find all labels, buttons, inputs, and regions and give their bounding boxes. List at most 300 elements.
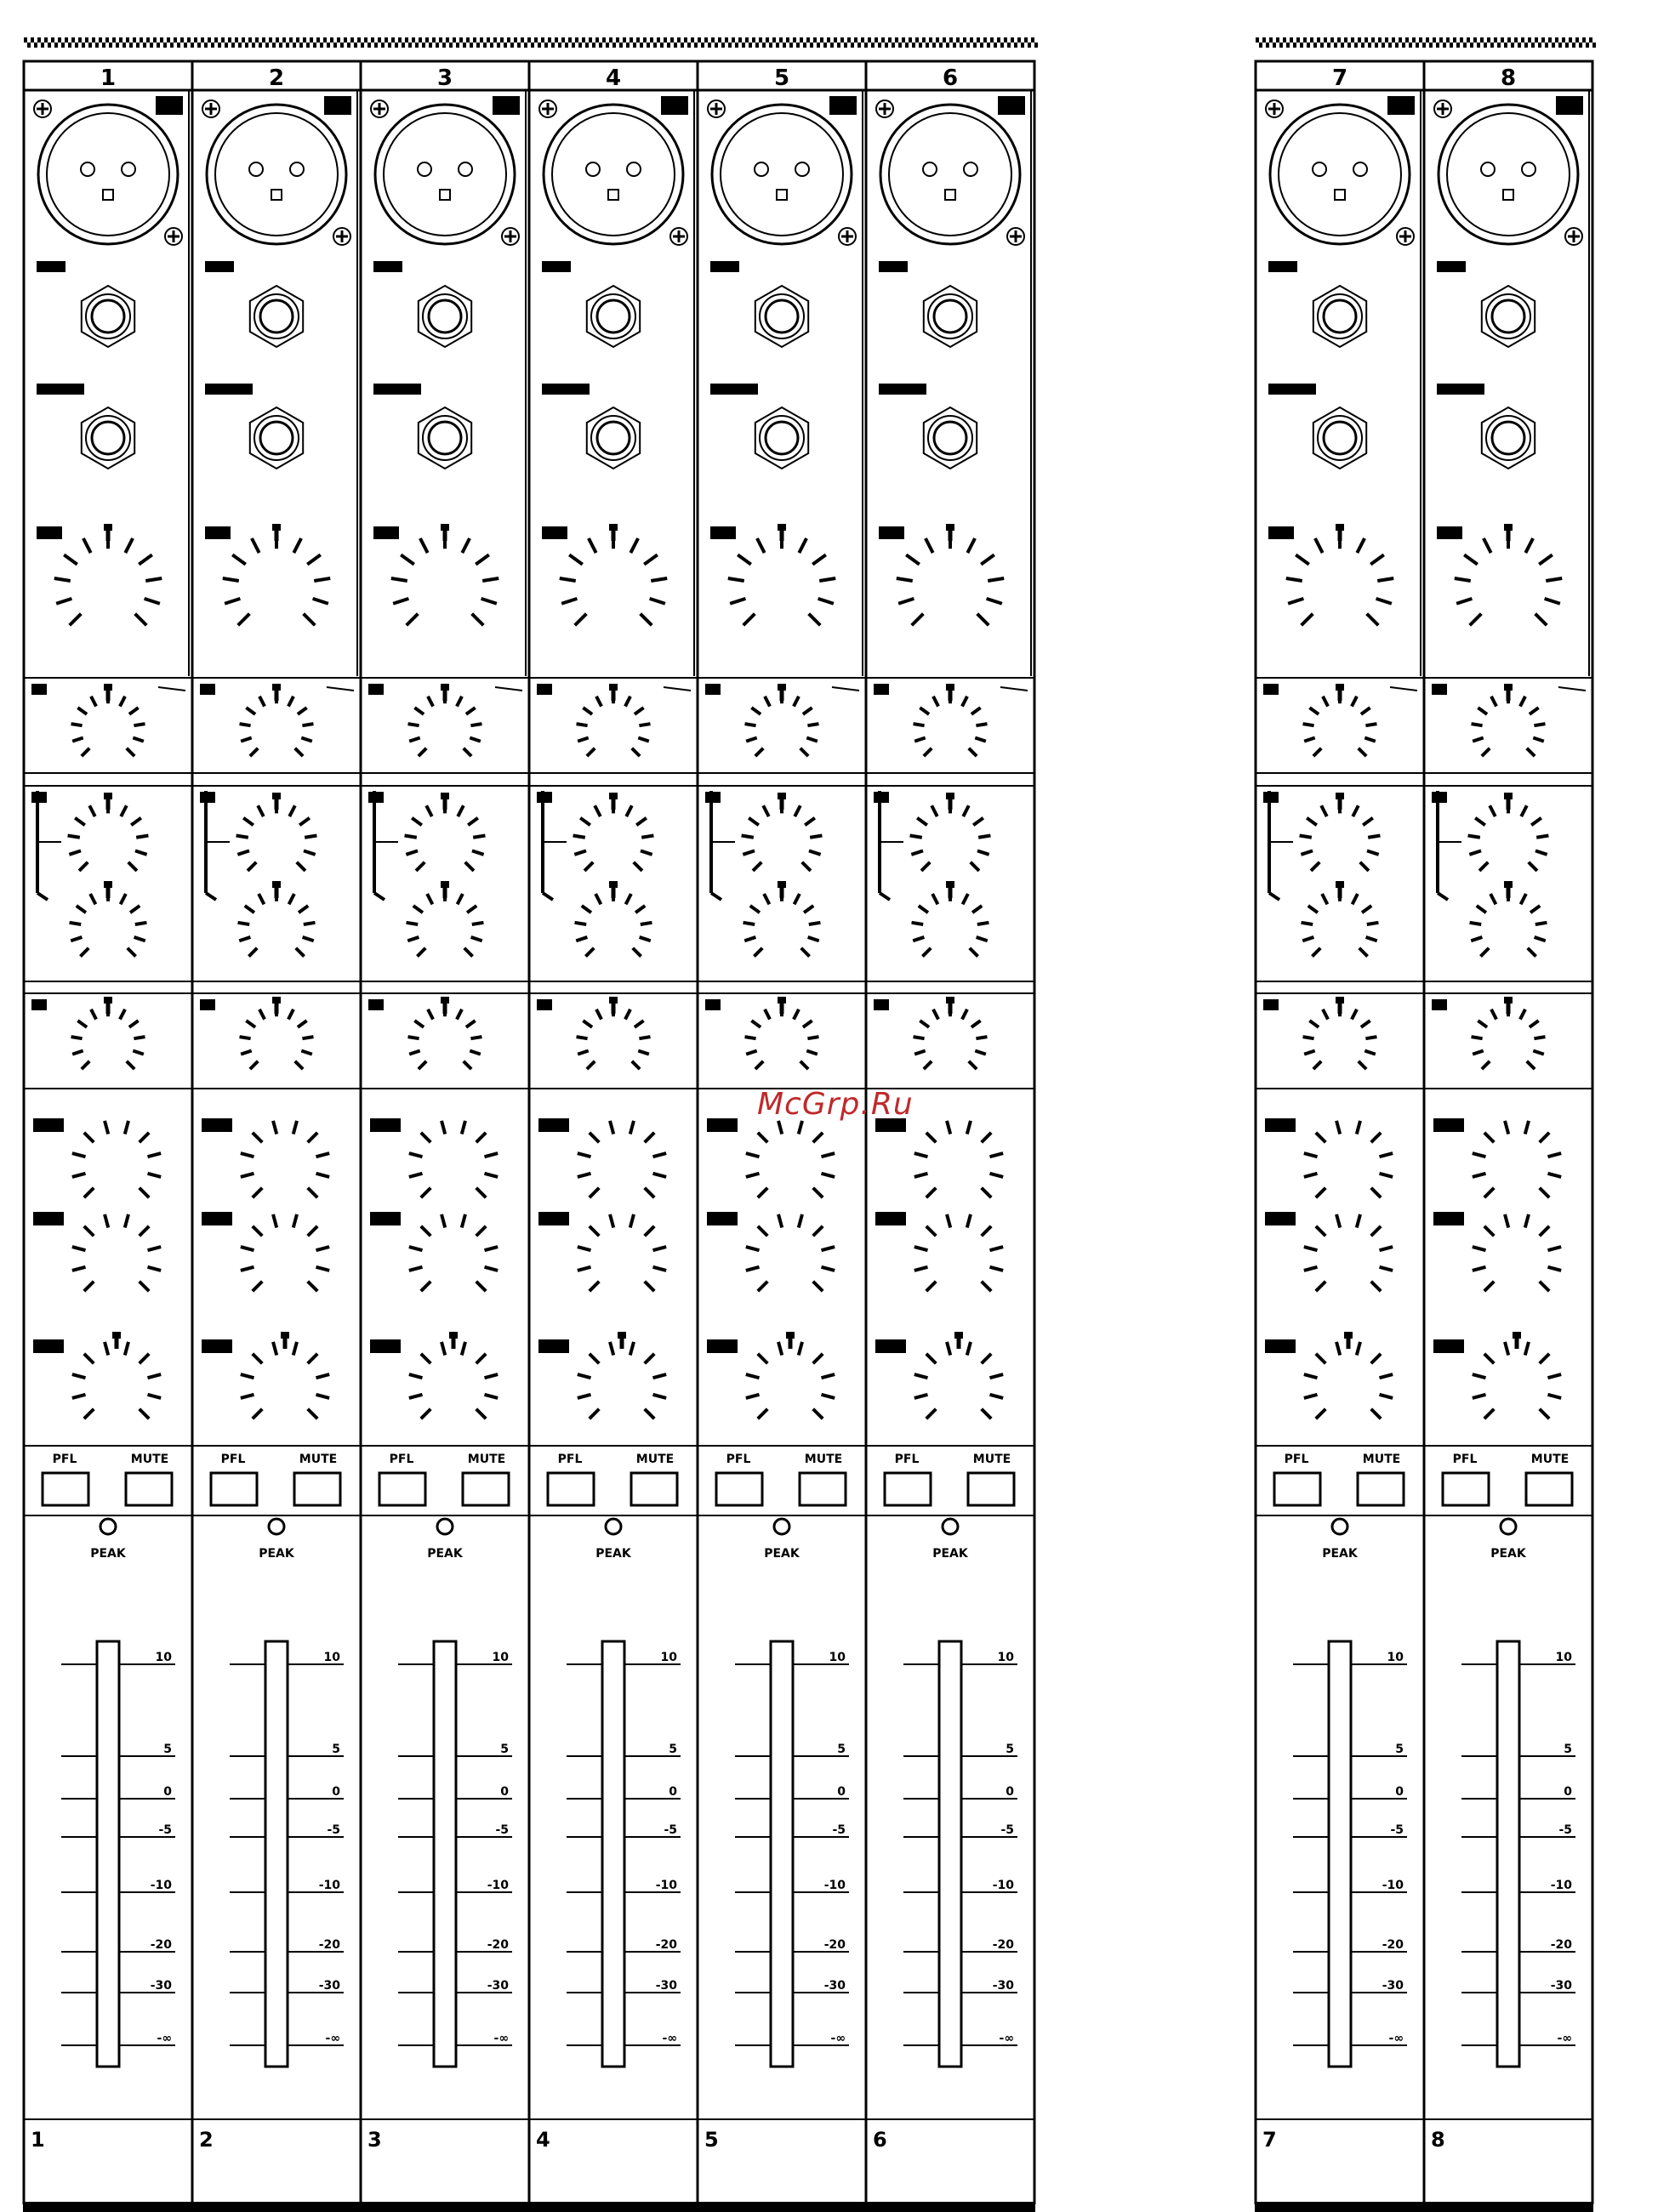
trim-dot <box>783 43 786 48</box>
aux-knob-1[interactable] <box>1304 1121 1393 1197</box>
trim-dot <box>412 37 415 43</box>
line-input-jack[interactable] <box>1313 286 1366 347</box>
trim-dot <box>1266 43 1269 48</box>
trim-dot <box>1562 37 1565 43</box>
aux-knob-2[interactable] <box>241 1214 329 1291</box>
knob-tick <box>485 1153 499 1157</box>
trim-dot <box>1330 37 1334 43</box>
knob-tick <box>758 1226 767 1236</box>
peak-led <box>943 1519 958 1534</box>
knob-tick <box>241 738 252 742</box>
fader-scale-label: -5 <box>664 1823 677 1837</box>
eq-detail <box>664 687 691 691</box>
trim-dot <box>568 37 572 43</box>
fader-frame <box>192 1515 361 2119</box>
trim-dot <box>551 43 555 48</box>
trim-dot <box>282 37 286 43</box>
knob-tick <box>1361 1021 1370 1027</box>
eq-hmf-freq-knob[interactable] <box>1468 793 1549 871</box>
insert-jack[interactable] <box>82 407 134 469</box>
trim-dot <box>514 37 517 43</box>
mute-button[interactable] <box>294 1473 340 1505</box>
mute-button[interactable] <box>1526 1473 1572 1505</box>
trim-dot <box>1467 37 1470 43</box>
knob-tick <box>758 1133 767 1142</box>
trim-dot <box>473 37 476 43</box>
trim-dot <box>78 37 82 43</box>
trim-dot <box>415 43 419 48</box>
line-input-jack[interactable] <box>587 286 640 347</box>
mute-button[interactable] <box>126 1473 172 1505</box>
trim-dot <box>1364 37 1368 43</box>
line-input-jack[interactable] <box>924 286 977 347</box>
trim-dot <box>408 43 412 48</box>
eq-lmf-gain-knob[interactable] <box>575 881 652 957</box>
eq-lf-knob[interactable] <box>240 997 314 1069</box>
eq-hmf-freq-knob[interactable] <box>68 793 149 871</box>
knob-tick <box>298 1021 307 1027</box>
pfl-label: PFL <box>220 1453 246 1466</box>
gain-knob[interactable] <box>897 524 1004 625</box>
mute-button[interactable] <box>1358 1473 1404 1505</box>
knob-tick <box>304 850 316 854</box>
knob-tick <box>427 894 432 904</box>
insert-label-block <box>374 384 420 394</box>
trim-dot <box>881 37 885 43</box>
fader-scale-label: -∞ <box>1388 2032 1404 2045</box>
knob-tick <box>636 818 647 825</box>
eq-mid-section <box>24 786 192 981</box>
line-input-jack[interactable] <box>1482 286 1535 347</box>
knob-tick <box>472 614 484 626</box>
knob-tick <box>241 1051 252 1055</box>
knob-tick <box>77 1021 87 1027</box>
eq-hf-knob[interactable] <box>1303 684 1377 756</box>
eq-hf-knob[interactable] <box>1472 684 1546 756</box>
trim-dot <box>1382 43 1385 48</box>
trim-dot <box>357 37 361 43</box>
fader-track[interactable] <box>1329 1641 1351 2067</box>
knob-tick <box>799 1214 802 1228</box>
trim-dot <box>1402 43 1405 48</box>
knob-tick <box>990 1153 1004 1157</box>
aux-knob-1[interactable] <box>409 1121 498 1197</box>
trim-dot <box>1399 37 1402 43</box>
pfl-button[interactable] <box>548 1473 594 1505</box>
aux-knob-1[interactable] <box>1473 1121 1561 1197</box>
aux-section <box>866 1089 1034 1446</box>
jack-socket <box>260 422 293 454</box>
aux-knob-3[interactable] <box>72 1332 161 1419</box>
fader-frame <box>866 1515 1034 2119</box>
button-section <box>698 1446 866 1515</box>
aux-knob-2[interactable] <box>409 1214 498 1291</box>
insert-jack[interactable] <box>755 407 808 469</box>
aux-knob-2[interactable] <box>1304 1214 1393 1291</box>
knob-tick <box>635 906 645 913</box>
eq-hf-knob[interactable] <box>577 684 651 756</box>
trim-dot <box>840 37 844 43</box>
eq-mid-bracket <box>1438 893 1448 900</box>
trim-dot <box>817 43 820 48</box>
trim-dot <box>58 37 61 43</box>
trim-dot <box>88 43 92 48</box>
fader-scale-label: 0 <box>1564 1785 1572 1799</box>
trim-dot <box>378 37 381 43</box>
knob-pointer-cap <box>272 793 281 799</box>
trim-dot <box>1378 37 1382 43</box>
knob-tick <box>625 697 630 707</box>
knob-tick <box>64 554 77 564</box>
eq-lf-section <box>1424 993 1592 1089</box>
xlr-outer[interactable] <box>1439 105 1578 244</box>
knob-tick <box>133 738 144 742</box>
scribble-strip <box>192 2119 361 2203</box>
aux-knob-1[interactable] <box>578 1121 666 1197</box>
trim-dot <box>599 43 602 48</box>
knob-tick <box>303 937 314 941</box>
fader-track[interactable] <box>602 1641 624 2067</box>
trim-dot <box>167 37 170 43</box>
knob-tick <box>1364 1051 1376 1055</box>
trim-dot <box>538 43 541 48</box>
fader-frame <box>1424 1515 1592 2119</box>
trim-dot <box>1000 43 1004 48</box>
pfl-button[interactable] <box>1443 1473 1489 1505</box>
aux-knob-2[interactable] <box>914 1214 1003 1291</box>
trim-dot <box>732 37 735 43</box>
knob-tick <box>763 805 769 816</box>
insert-jack[interactable] <box>1482 407 1535 469</box>
trim-dot <box>912 43 915 48</box>
gain-knob[interactable] <box>391 524 499 625</box>
knob-tick <box>804 906 813 913</box>
eq-hmf-freq-knob[interactable] <box>1300 793 1381 871</box>
aux-knob-2[interactable] <box>578 1214 666 1291</box>
knob-tick <box>241 1247 254 1250</box>
knob-tick <box>914 1374 928 1378</box>
trim-dot <box>174 37 177 43</box>
channel-number: 1 <box>100 65 117 91</box>
aux-knob-1[interactable] <box>241 1121 329 1197</box>
trim-dot <box>453 37 456 43</box>
trim-dot <box>306 43 310 48</box>
trim-dot <box>1293 43 1296 48</box>
eq-lf-knob[interactable] <box>408 997 482 1069</box>
line-input-jack[interactable] <box>250 286 303 347</box>
trim-dot <box>769 43 772 48</box>
mute-button[interactable] <box>800 1473 846 1505</box>
trim-dot <box>1589 37 1592 43</box>
aux-knob-3[interactable] <box>1473 1332 1561 1419</box>
pfl-button[interactable] <box>1274 1473 1320 1505</box>
insert-jack[interactable] <box>250 407 303 469</box>
trim-dot <box>344 37 347 43</box>
xlr-pin <box>81 162 94 176</box>
knob-tick <box>84 1188 94 1197</box>
line-label-block <box>543 262 570 271</box>
peak-led <box>1332 1519 1347 1534</box>
eq-lf-knob[interactable] <box>1472 997 1546 1069</box>
insert-jack[interactable] <box>1313 407 1366 469</box>
aux-knob-3[interactable] <box>1304 1332 1393 1419</box>
knob-tick <box>1359 1061 1366 1069</box>
knob-pointer-cap <box>609 793 618 799</box>
trim-dot <box>65 37 68 43</box>
eq-lmf-gain-knob[interactable] <box>912 881 989 957</box>
knob-pointer-cap <box>1504 793 1513 799</box>
knob-tick <box>89 805 95 816</box>
insert-jack[interactable] <box>587 407 640 469</box>
eq-lmf-gain-knob[interactable] <box>1302 881 1379 957</box>
mute-button[interactable] <box>968 1473 1014 1505</box>
knob-tick <box>1359 948 1368 957</box>
fader-scale-label: 10 <box>1555 1651 1572 1664</box>
fader-scale-label: -∞ <box>493 2032 509 2045</box>
top-edge-trim <box>1256 37 1596 48</box>
knob-tick <box>289 805 295 816</box>
knob-tick <box>746 1374 760 1378</box>
fader-track[interactable] <box>265 1641 288 2067</box>
trim-dot <box>1375 43 1378 48</box>
fader-scale-label: -30 <box>655 1979 677 1993</box>
line-input-jack[interactable] <box>82 286 134 347</box>
aux-frame <box>1256 1089 1424 1446</box>
fader-track[interactable] <box>97 1641 119 2067</box>
knob-tick <box>1363 818 1373 825</box>
pfl-button[interactable] <box>379 1473 425 1505</box>
knob-tick <box>640 937 651 941</box>
trim-dot <box>150 43 153 48</box>
trim-dot <box>1351 37 1354 43</box>
aux-knob-3[interactable] <box>409 1332 498 1419</box>
gain-knob[interactable] <box>1286 524 1393 625</box>
trim-dot <box>1276 37 1279 43</box>
aux-knob-1[interactable] <box>914 1121 1003 1197</box>
mute-button[interactable] <box>631 1473 677 1505</box>
jack-socket <box>766 300 798 333</box>
knob-tick <box>822 1174 835 1177</box>
eq-lmf-gain-knob[interactable] <box>1470 881 1547 957</box>
knob-tick <box>1309 1021 1319 1027</box>
aux-knob-2[interactable] <box>1473 1214 1561 1291</box>
knob-tick <box>409 1051 420 1055</box>
fader-scale-label: 10 <box>829 1651 846 1664</box>
fader-frame <box>698 1515 866 2119</box>
eq-lmf-gain-knob[interactable] <box>238 881 316 957</box>
gain-knob[interactable] <box>223 524 330 625</box>
trim-dot <box>1024 37 1028 43</box>
eq-mid-bracket <box>1269 893 1279 900</box>
channel-strip-7 <box>1256 61 1424 2204</box>
trim-dot <box>626 43 630 48</box>
fader-track[interactable] <box>434 1641 456 2067</box>
knob-tick <box>485 1174 499 1177</box>
trim-dot <box>367 43 371 48</box>
fader-track[interactable] <box>1497 1641 1519 2067</box>
trim-dot <box>919 43 922 48</box>
trim-dot <box>1565 43 1569 48</box>
knob-tick <box>596 1009 601 1020</box>
knob-tick <box>967 538 975 553</box>
trim-dot <box>681 43 684 48</box>
xlr-outer[interactable] <box>712 105 852 244</box>
knob-tick <box>259 697 265 707</box>
trim-dot <box>820 37 823 43</box>
aux-knob-1[interactable] <box>746 1121 835 1197</box>
insert-jack[interactable] <box>924 407 977 469</box>
fader-track[interactable] <box>939 1641 961 2067</box>
trim-dot <box>946 43 949 48</box>
knob-tick <box>457 697 462 707</box>
knob-tick <box>1527 748 1535 756</box>
knob-tick <box>755 748 763 756</box>
aux-knob-2[interactable] <box>72 1214 161 1291</box>
eq-hf-knob[interactable] <box>745 684 819 756</box>
knob-tick <box>778 1342 782 1356</box>
eq-lf-knob[interactable] <box>745 997 819 1069</box>
knob-tick <box>653 1374 667 1378</box>
eq-label-block <box>1264 685 1278 694</box>
eq-lmf-gain-knob[interactable] <box>743 881 821 957</box>
xlr-outer[interactable] <box>375 105 515 244</box>
trim-dot <box>1443 43 1446 48</box>
xlr-outer[interactable] <box>880 105 1020 244</box>
knob-tick <box>125 1121 128 1134</box>
eq-hf-knob[interactable] <box>914 684 988 756</box>
fader-scale-label: -20 <box>1382 1938 1404 1952</box>
trim-dot <box>1017 37 1021 43</box>
knob-tick <box>638 738 649 742</box>
jack-socket <box>766 422 798 454</box>
jack-socket <box>934 422 966 454</box>
eq-label-block <box>32 1000 46 1009</box>
knob-tick <box>308 1282 317 1291</box>
gain-knob[interactable] <box>560 524 667 625</box>
aux-knob-2[interactable] <box>746 1214 835 1291</box>
aux-frame <box>192 1089 361 1446</box>
eq-lf-knob[interactable] <box>71 997 145 1069</box>
aux-knob-3[interactable] <box>914 1332 1003 1419</box>
trim-dot <box>677 37 681 43</box>
eq-lmf-gain-knob[interactable] <box>407 881 484 957</box>
eq-hmf-freq-knob[interactable] <box>236 793 317 871</box>
mute-label: MUTE <box>635 1453 675 1466</box>
xlr-outer[interactable] <box>544 105 683 244</box>
knob-tick <box>1336 1214 1340 1228</box>
xlr-outer[interactable] <box>1270 105 1410 244</box>
trim-dot <box>1262 37 1266 43</box>
knob-tick <box>920 1021 929 1027</box>
knob-tick <box>653 1395 667 1398</box>
knob-tick <box>1357 1121 1360 1134</box>
trim-dot <box>708 43 711 48</box>
knob-tick <box>653 1247 667 1250</box>
peak-label: PEAK <box>259 1547 294 1561</box>
eq-mid-section <box>192 786 361 981</box>
pfl-button[interactable] <box>211 1473 257 1505</box>
knob-tick <box>1471 937 1482 941</box>
eq-lmf-gain-knob[interactable] <box>70 881 147 957</box>
trim-dot <box>878 43 881 48</box>
pfl-button[interactable] <box>885 1473 931 1505</box>
line-input-jack[interactable] <box>755 286 808 347</box>
eq-lf-section <box>192 993 361 1089</box>
channel-number: 2 <box>268 65 285 91</box>
trim-dot <box>1579 43 1582 48</box>
eq-label-block <box>201 685 214 694</box>
trim-dot <box>1344 37 1347 43</box>
knob-tick <box>982 1188 991 1197</box>
fader-track[interactable] <box>771 1641 793 2067</box>
knob-tick <box>458 805 464 816</box>
peak-label: PEAK <box>1322 1547 1358 1561</box>
eq-hf-knob[interactable] <box>240 684 314 756</box>
eq-hmf-freq-knob[interactable] <box>742 793 823 871</box>
trim-dot <box>507 37 510 43</box>
aux-knob-3[interactable] <box>241 1332 329 1419</box>
aux-knob-1[interactable] <box>72 1121 161 1197</box>
line-input-jack[interactable] <box>419 286 471 347</box>
fader-section <box>698 1515 866 2119</box>
pfl-button[interactable] <box>43 1473 88 1505</box>
xlr-outer[interactable] <box>38 105 178 244</box>
scribble-frame <box>698 2119 866 2203</box>
channel-number: 4 <box>605 65 622 91</box>
eq-mid-bracket <box>543 893 553 900</box>
trim-dot <box>337 37 340 43</box>
knob-tick <box>610 1214 613 1228</box>
eq-lf-knob[interactable] <box>1303 997 1377 1069</box>
mute-button[interactable] <box>463 1473 509 1505</box>
knob-tick <box>639 724 650 725</box>
knob-tick <box>1548 1267 1562 1271</box>
pfl-button[interactable] <box>716 1473 762 1505</box>
gain-knob[interactable] <box>54 524 162 625</box>
trim-dot <box>664 37 667 43</box>
eq-hmf-freq-knob[interactable] <box>405 793 486 871</box>
trim-dot <box>1286 43 1290 48</box>
fader-scale-label: 10 <box>323 1651 340 1664</box>
insert-jack[interactable] <box>419 407 471 469</box>
trim-dot <box>504 43 507 48</box>
trim-dot <box>1477 43 1480 48</box>
fader-scale-label: -30 <box>1550 1979 1572 1993</box>
knob-tick <box>419 1061 426 1069</box>
knob-tick <box>630 1121 634 1134</box>
eq-lf-knob[interactable] <box>577 997 651 1069</box>
knob-tick <box>1548 1153 1562 1157</box>
eq-hmf-freq-knob[interactable] <box>573 793 654 871</box>
knob-tick <box>253 1409 262 1419</box>
eq-hf-knob[interactable] <box>71 684 145 756</box>
trim-dot <box>1385 37 1388 43</box>
eq-lf-knob[interactable] <box>914 997 988 1069</box>
aux-knob-3[interactable] <box>578 1332 666 1419</box>
aux-knob-3[interactable] <box>746 1332 835 1419</box>
trim-dot <box>718 37 721 43</box>
gain-knob[interactable] <box>728 524 835 625</box>
fader-scale-label: -20 <box>823 1938 846 1952</box>
eq-hf-knob[interactable] <box>408 684 482 756</box>
knob-tick <box>288 697 293 707</box>
trim-dot <box>776 43 779 48</box>
gain-knob[interactable] <box>1455 524 1562 625</box>
xlr-outer[interactable] <box>207 105 346 244</box>
trim-dot <box>1007 43 1011 48</box>
knob-tick <box>590 1354 599 1363</box>
eq-hmf-freq-knob[interactable] <box>910 793 991 871</box>
